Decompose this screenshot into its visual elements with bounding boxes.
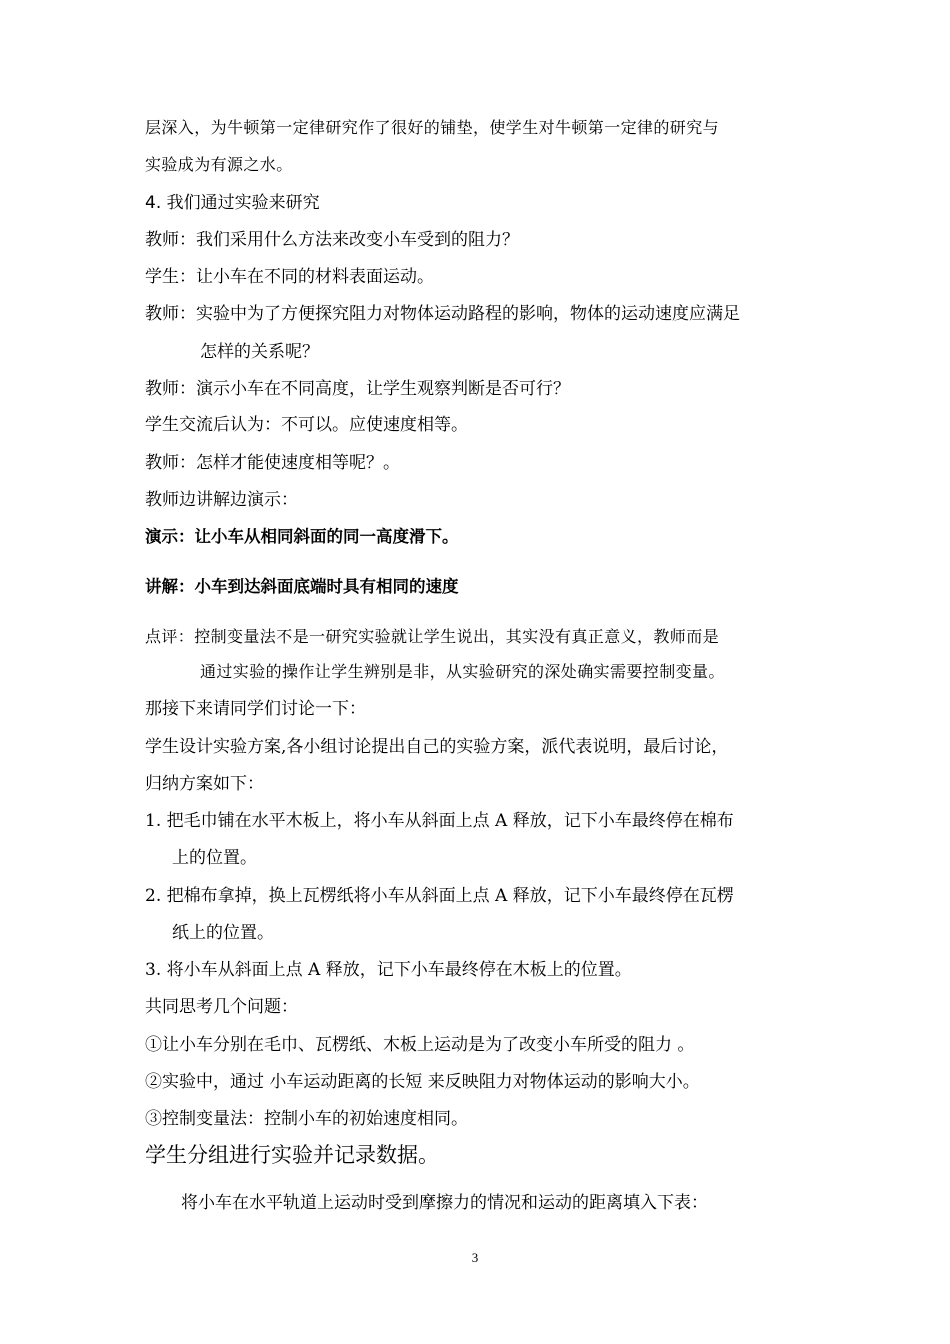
page-number: 3 [471, 1250, 479, 1265]
paragraph-line: 层深入，为牛顿第一定律研究作了很好的铺垫，使学生对牛顿第一定律的研究与 [145, 118, 720, 137]
dialogue-line: 教师边讲解边演示： [145, 490, 298, 510]
question-item: ②实验中，通过 小车运动距离的长短 来反映阻力对物体运动的影响大小。 [145, 1072, 700, 1092]
explain-line: 讲解：小车到达斜面底端时具有相同的速度 [145, 577, 459, 596]
list-item: 1. 把毛巾铺在水平木板上，将小车从斜面上点 A 释放，记下小车最终停在棉布 [145, 811, 734, 831]
dialogue-line: 学生交流后认为：不可以。应使速度相等。 [145, 415, 468, 435]
paragraph-line: 学生设计实验方案,各小组讨论提出自己的实验方案，派代表说明，最后讨论， [145, 737, 729, 757]
dialogue-line: 学生：让小车在不同的材料表面运动。 [145, 267, 434, 287]
dialogue-line: 教师：我们采用什么方法来改变小车受到的阻力？ [145, 230, 519, 250]
question-item: ③控制变量法：控制小车的初始速度相同。 [145, 1109, 468, 1129]
comment-line: 通过实验的操作让学生辨别是非，从实验研究的深处确实需要控制变量。 [200, 662, 725, 681]
paragraph-line: 共同思考几个问题： [145, 997, 298, 1017]
dialogue-line: 教师：实验中为了方便探究阻力对物体运动路程的影响，物体的运动速度应满足 [145, 304, 740, 324]
paragraph-line: 将小车在水平轨道上运动时受到摩擦力的情况和运动的距离填入下表： [181, 1193, 708, 1213]
list-item: 3. 将小车从斜面上点 A 释放，记下小车最终停在木板上的位置。 [145, 960, 632, 980]
demo-line: 演示：让小车从相同斜面的同一高度滑下。 [145, 527, 459, 546]
list-item: 2. 把棉布拿掉，换上瓦楞纸将小车从斜面上点 A 释放，记下小车最终停在瓦楞 [145, 886, 734, 906]
paragraph-line: 那接下来请同学们讨论一下： [145, 699, 366, 719]
section-heading: 4. 我们通过实验来研究 [145, 193, 320, 213]
question-item: ①让小车分别在毛巾、瓦楞纸、木板上运动是为了改变小车所受的阻力 。 [145, 1035, 695, 1055]
dialogue-line: 教师：怎样才能使速度相等呢？。 [145, 453, 400, 473]
paragraph-line: 实验成为有源之水。 [145, 155, 293, 174]
dialogue-line: 教师：演示小车在不同高度，让学生观察判断是否可行？ [145, 379, 570, 399]
comment-line: 点评：控制变量法不是一研究实验就让学生说出，其实没有真正意义，教师而是 [145, 627, 720, 646]
dialogue-line: 怎样的关系呢？ [200, 342, 319, 362]
paragraph-line: 归纳方案如下： [145, 774, 264, 794]
list-item-continuation: 纸上的位置。 [172, 923, 274, 943]
subheading-line: 学生分组进行实验并记录数据。 [145, 1143, 439, 1167]
list-item-continuation: 上的位置。 [172, 848, 257, 868]
